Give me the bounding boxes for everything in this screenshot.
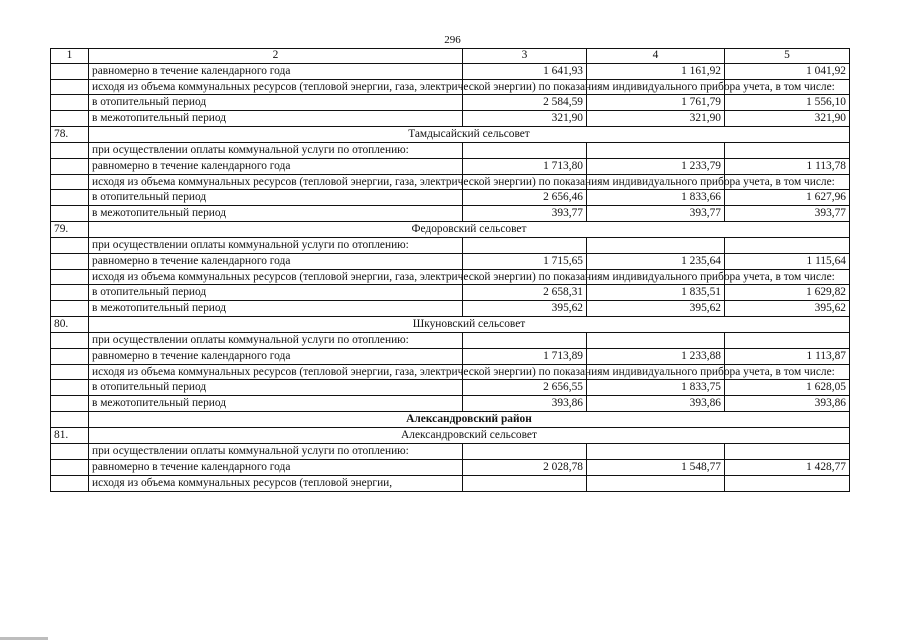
row-number-cell: [51, 159, 89, 175]
data-row: [51, 349, 850, 365]
column-number-row: [51, 49, 850, 64]
section-heading-row: [51, 428, 850, 444]
value-cell-col3: [463, 444, 587, 460]
row-number-cell: [51, 412, 89, 428]
row-description: в отопительный период: [89, 380, 463, 396]
row-number-cell: [51, 380, 89, 396]
row-number-cell: 78.: [51, 127, 89, 143]
value-cell-col3: 1 713,80: [463, 159, 587, 175]
data-row: [51, 238, 850, 254]
value-cell-col3: 395,62: [463, 301, 587, 317]
row-number-cell: [51, 270, 89, 285]
row-number-cell: [51, 143, 89, 159]
row-description: в межотопительный период: [89, 206, 463, 222]
data-row: [51, 460, 850, 476]
value-cell-col3: [463, 143, 587, 159]
data-row: [51, 143, 850, 159]
row-description: при осуществлении оплаты коммунальной услуги по отоплению:: [89, 444, 463, 460]
value-cell-col3: 393,77: [463, 206, 587, 222]
row-number-cell: [51, 396, 89, 412]
row-number-cell: [51, 285, 89, 301]
note-row: [51, 175, 850, 190]
row-description: в отопительный период: [89, 285, 463, 301]
row-number-cell: [51, 80, 89, 95]
row-description: равномерно в течение календарного года: [89, 254, 463, 270]
row-number-cell: 80.: [51, 317, 89, 333]
row-description: в межотопительный период: [89, 301, 463, 317]
value-cell-col5: 1 627,96: [725, 190, 850, 206]
column-header-1: 1: [51, 49, 89, 64]
value-cell-col5: 1 115,64: [725, 254, 850, 270]
row-number-cell: [51, 476, 89, 492]
value-cell-col3: [463, 333, 587, 349]
value-cell-col4: [587, 476, 725, 492]
value-cell-col5: [725, 333, 850, 349]
value-cell-col3: 2 656,55: [463, 380, 587, 396]
value-cell-col4: 1 233,88: [587, 349, 725, 365]
row-number-cell: [51, 301, 89, 317]
data-row: [51, 476, 850, 492]
row-description: в отопительный период: [89, 95, 463, 111]
value-cell-col4: 1 233,79: [587, 159, 725, 175]
settlement-name: Александровский сельсовет: [89, 428, 850, 444]
value-cell-col4: 395,62: [587, 301, 725, 317]
district-name: Александровский район: [89, 412, 850, 428]
row-description: в межотопительный период: [89, 111, 463, 127]
row-description: равномерно в течение календарного года: [89, 349, 463, 365]
tariff-table: [50, 48, 850, 492]
row-description: при осуществлении оплаты коммунальной услуги по отоплению:: [89, 143, 463, 159]
row-number-cell: [51, 190, 89, 206]
row-description: исходя из объема коммунальных ресурсов (тепловой энергии, газа, электрической энергии) по показаниям индивидуального прибора учета, в том числе:: [89, 365, 463, 380]
data-row: [51, 254, 850, 270]
value-cell-col4: [587, 444, 725, 460]
data-row: [51, 64, 850, 80]
row-description: исходя из объема коммунальных ресурсов (тепловой энергии, газа, электрической энергии) по показаниям индивидуального прибора учета, в том числе:: [89, 80, 463, 95]
row-number-cell: [51, 460, 89, 476]
value-cell-col3: 1 641,93: [463, 64, 587, 80]
value-cell-col3: 393,86: [463, 396, 587, 412]
data-row: [51, 396, 850, 412]
row-number-cell: [51, 365, 89, 380]
row-number-cell: [51, 111, 89, 127]
value-cell-col4: [587, 143, 725, 159]
value-cell-col4: 1 833,66: [587, 190, 725, 206]
value-cell-col5: 393,86: [725, 396, 850, 412]
data-row: [51, 285, 850, 301]
value-cell-col5: [725, 476, 850, 492]
row-description: в межотопительный период: [89, 396, 463, 412]
value-cell-col5: 1 113,78: [725, 159, 850, 175]
value-cell-col3: [463, 238, 587, 254]
row-description: равномерно в течение календарного года: [89, 64, 463, 80]
value-cell-col4: 1 161,92: [587, 64, 725, 80]
note-row: [51, 365, 850, 380]
data-row: [51, 159, 850, 175]
row-number-cell: [51, 175, 89, 190]
row-number-cell: [51, 254, 89, 270]
value-cell-col3: 321,90: [463, 111, 587, 127]
row-number-cell: [51, 206, 89, 222]
value-cell-col5: 1 628,05: [725, 380, 850, 396]
section-heading-row: [51, 222, 850, 238]
row-number-cell: [51, 333, 89, 349]
value-cell-col3: 1 713,89: [463, 349, 587, 365]
value-cell-col5: 1 428,77: [725, 460, 850, 476]
value-cell-col5: 393,77: [725, 206, 850, 222]
value-cell-col4: 1 835,51: [587, 285, 725, 301]
settlement-name: Федоровский сельсовет: [89, 222, 850, 238]
value-cell-col5: 1 113,87: [725, 349, 850, 365]
settlement-name: Тамдысайский сельсовет: [89, 127, 850, 143]
row-description: исходя из объема коммунальных ресурсов (тепловой энергии, газа, электрической энергии) по показаниям индивидуального прибора учета, в том числе:: [89, 175, 463, 190]
value-cell-col4: [587, 238, 725, 254]
row-number-cell: [51, 238, 89, 254]
data-row: [51, 301, 850, 317]
note-row: [51, 80, 850, 95]
row-number-cell: [51, 444, 89, 460]
row-description: при осуществлении оплаты коммунальной услуги по отоплению:: [89, 333, 463, 349]
row-number-cell: [51, 95, 89, 111]
row-number-cell: [51, 64, 89, 80]
column-header-5: 5: [725, 49, 850, 64]
row-description: исходя из объема коммунальных ресурсов (тепловой энергии, газа, электрической энергии) по показаниям индивидуального прибора учета, в том числе:: [89, 270, 463, 285]
data-row: [51, 95, 850, 111]
settlement-name: Шкуновский сельсовет: [89, 317, 850, 333]
row-description: исходя из объема коммунальных ресурсов (тепловой энергии,: [89, 476, 463, 492]
value-cell-col4: 321,90: [587, 111, 725, 127]
value-cell-col5: 1 629,82: [725, 285, 850, 301]
value-cell-col4: [587, 333, 725, 349]
row-description: при осуществлении оплаты коммунальной услуги по отоплению:: [89, 238, 463, 254]
page-number: 296: [444, 34, 461, 46]
value-cell-col5: 395,62: [725, 301, 850, 317]
column-header-3: 3: [463, 49, 587, 64]
data-row: [51, 190, 850, 206]
data-row: [51, 111, 850, 127]
row-number-cell: [51, 349, 89, 365]
data-row: [51, 206, 850, 222]
value-cell-col4: 1 235,64: [587, 254, 725, 270]
section-heading-row: [51, 317, 850, 333]
value-cell-col4: 1 833,75: [587, 380, 725, 396]
data-row: [51, 444, 850, 460]
value-cell-col3: 2 658,31: [463, 285, 587, 301]
value-cell-col5: 1 556,10: [725, 95, 850, 111]
value-cell-col4: 393,77: [587, 206, 725, 222]
value-cell-col5: [725, 444, 850, 460]
value-cell-col4: 393,86: [587, 396, 725, 412]
row-number-cell: 79.: [51, 222, 89, 238]
section-heading-row: [51, 127, 850, 143]
value-cell-col3: [463, 476, 587, 492]
value-cell-col5: [725, 238, 850, 254]
value-cell-col5: 1 041,92: [725, 64, 850, 80]
value-cell-col3: 2 584,59: [463, 95, 587, 111]
row-description: в отопительный период: [89, 190, 463, 206]
value-cell-col5: [725, 143, 850, 159]
data-row: [51, 380, 850, 396]
value-cell-col4: 1 761,79: [587, 95, 725, 111]
column-header-4: 4: [587, 49, 725, 64]
district-heading-row: [51, 412, 850, 428]
value-cell-col5: 321,90: [725, 111, 850, 127]
value-cell-col3: 2 656,46: [463, 190, 587, 206]
note-row: [51, 270, 850, 285]
value-cell-col3: 2 028,78: [463, 460, 587, 476]
data-row: [51, 333, 850, 349]
value-cell-col3: 1 715,65: [463, 254, 587, 270]
row-number-cell: 81.: [51, 428, 89, 444]
row-description: равномерно в течение календарного года: [89, 159, 463, 175]
column-header-2: 2: [89, 49, 463, 64]
table-body: [51, 64, 850, 492]
value-cell-col4: 1 548,77: [587, 460, 725, 476]
row-description: равномерно в течение календарного года: [89, 460, 463, 476]
